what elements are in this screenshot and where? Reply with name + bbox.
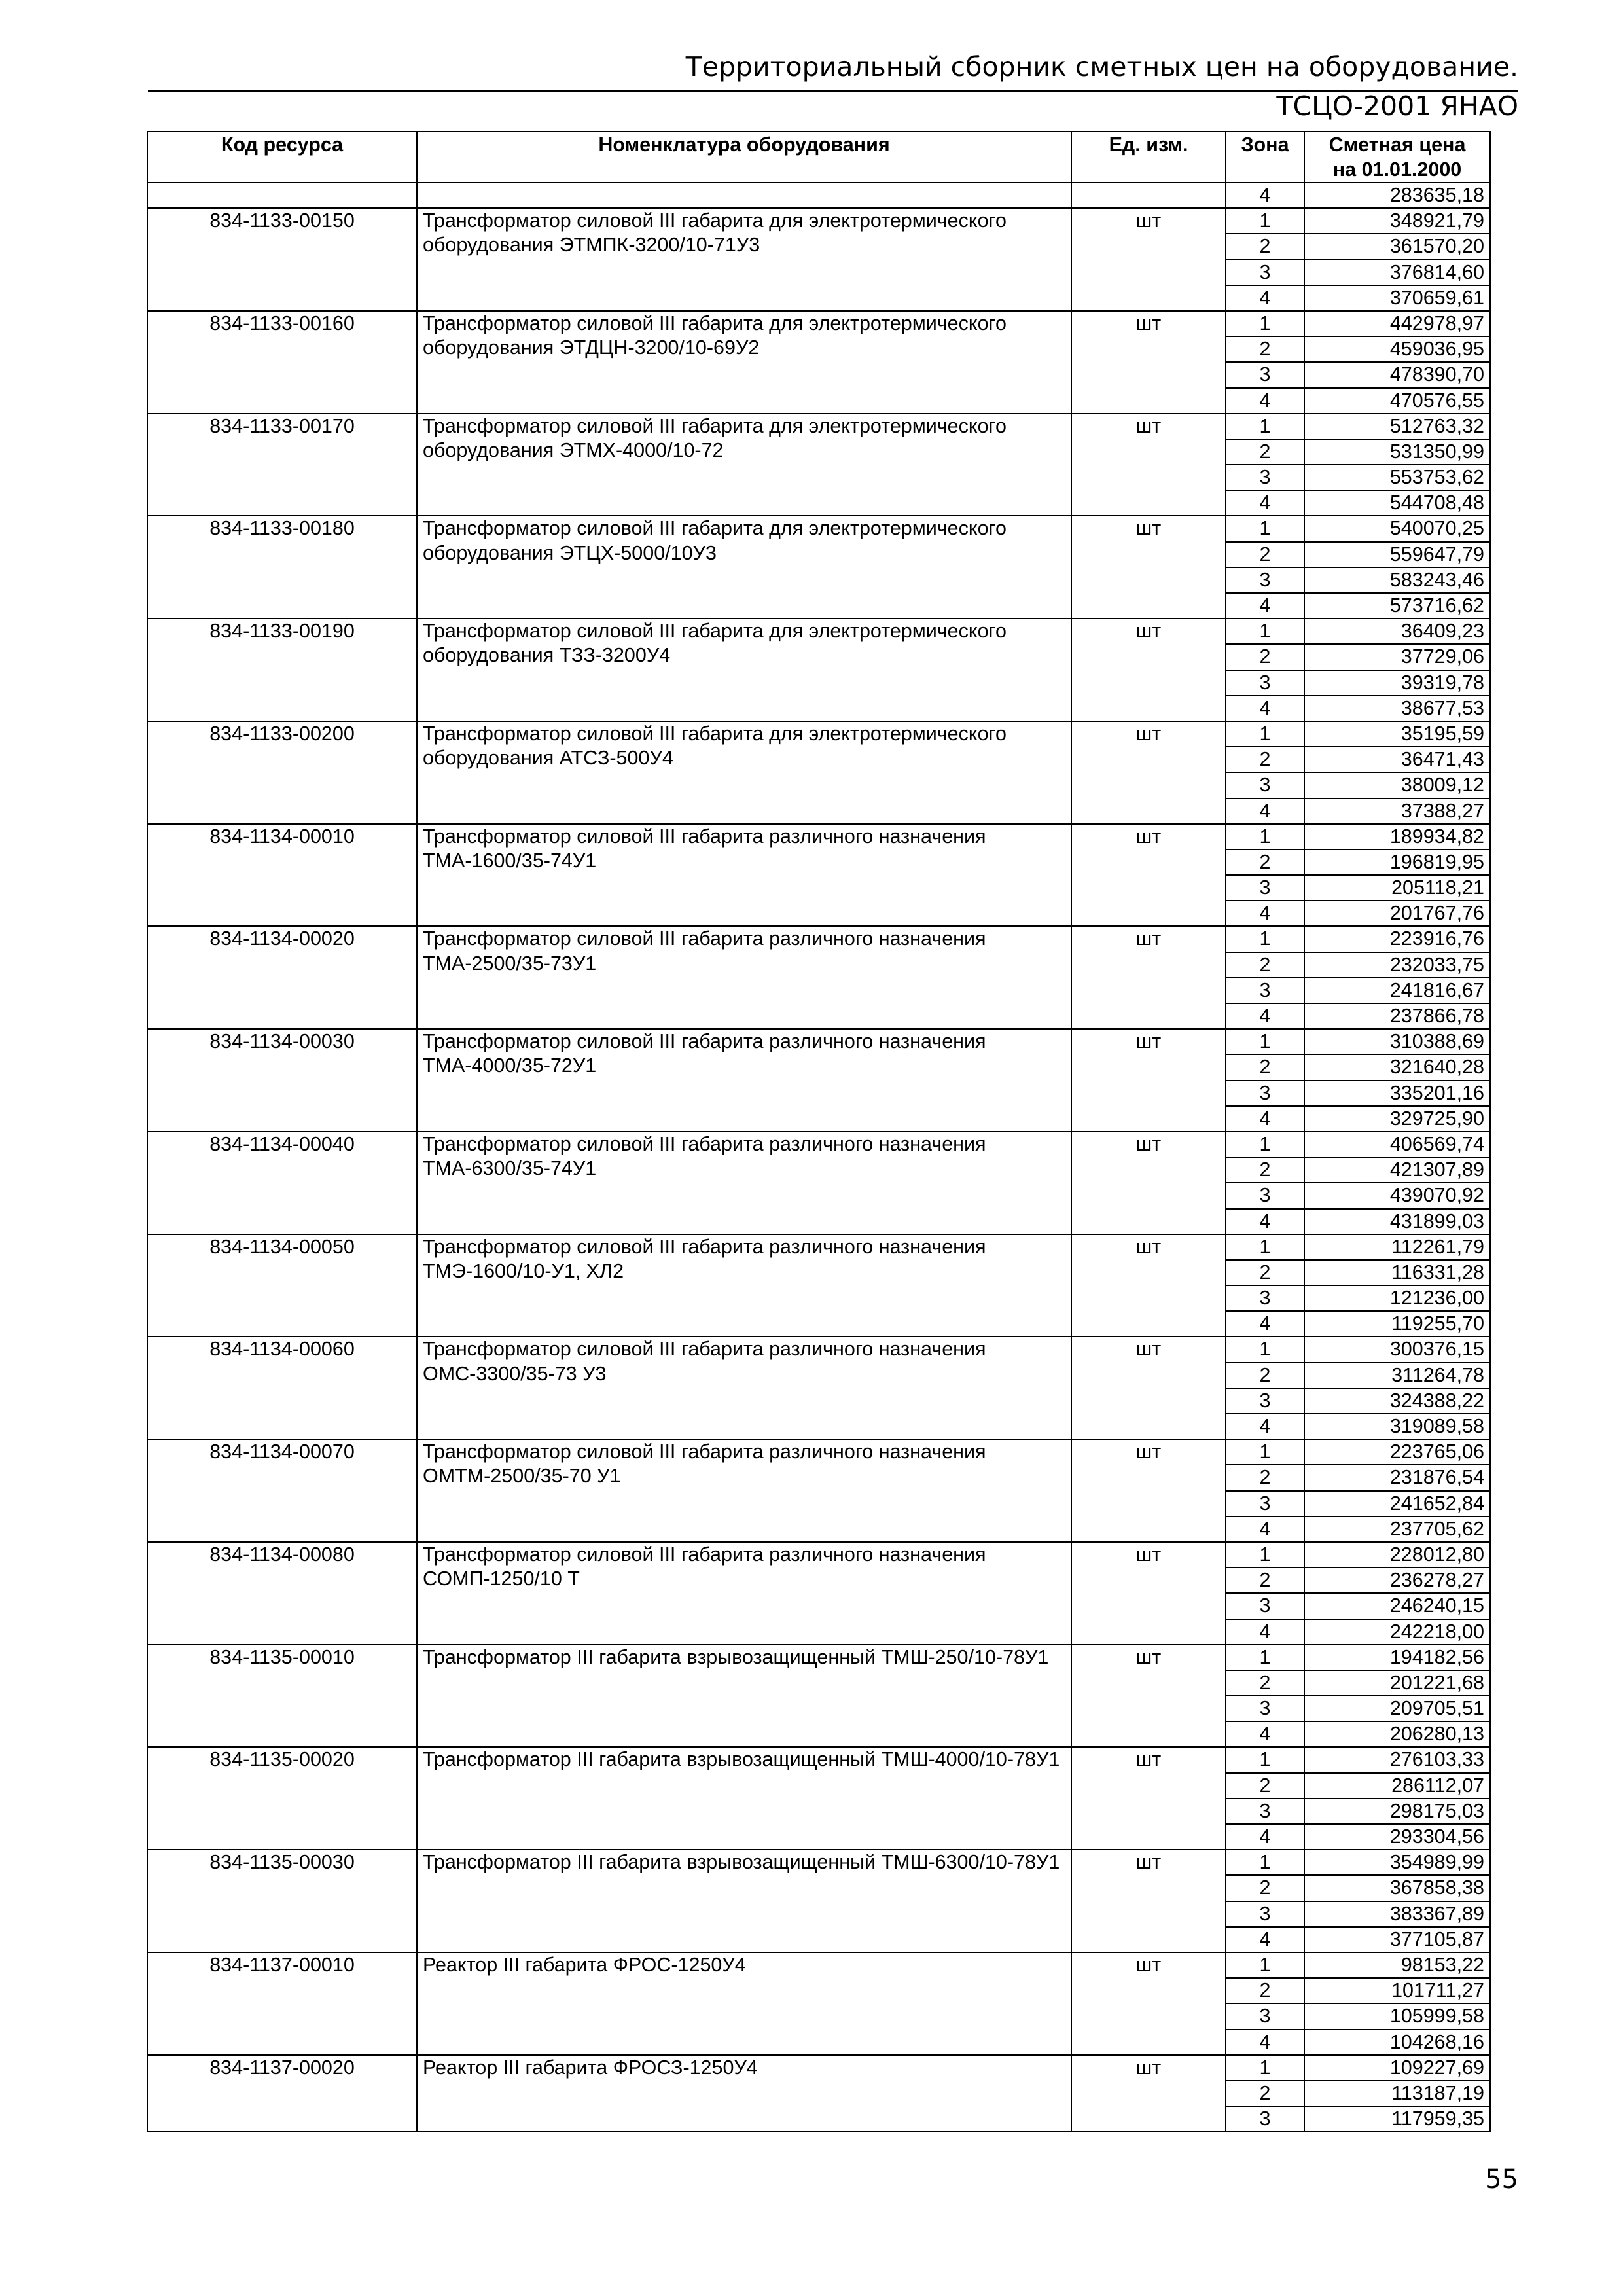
zone-cell: 1 xyxy=(1226,1645,1304,1670)
price-cell: 237866,78 xyxy=(1304,1003,1490,1029)
unit-cell: шт xyxy=(1071,1439,1226,1542)
price-cell: 104268,16 xyxy=(1304,2030,1490,2055)
table-row xyxy=(147,1542,1490,1568)
price-cell: 112261,79 xyxy=(1304,1234,1490,1260)
unit-cell: шт xyxy=(1071,516,1226,619)
table-row xyxy=(147,926,1490,952)
price-table xyxy=(147,131,1491,2132)
resource-code-cell: 834-1134-00040 xyxy=(147,1132,417,1234)
table-row xyxy=(147,1132,1490,1157)
price-cell: 38009,12 xyxy=(1304,772,1490,798)
column-header-code: Код ресурса xyxy=(147,132,417,183)
price-cell: 236278,27 xyxy=(1304,1568,1490,1593)
zone-cell: 3 xyxy=(1226,465,1304,490)
zone-cell: 4 xyxy=(1226,183,1304,208)
resource-code-cell: 834-1133-00190 xyxy=(147,619,417,721)
zone-cell: 3 xyxy=(1226,1593,1304,1619)
zone-cell: 1 xyxy=(1226,1132,1304,1157)
unit-cell: шт xyxy=(1071,414,1226,516)
carryover-code-cell xyxy=(147,183,417,208)
carryover-unit-cell xyxy=(1071,183,1226,208)
resource-code-cell: 834-1137-00020 xyxy=(147,2055,417,2132)
zone-cell: 2 xyxy=(1226,336,1304,362)
header-row xyxy=(147,132,1490,183)
price-cell: 370659,61 xyxy=(1304,285,1490,311)
equipment-name-cell: Трансформатор силовой III габарита для электротермического оборудования АТСЗ-500У4 xyxy=(417,721,1071,824)
price-cell: 98153,22 xyxy=(1304,1952,1490,1978)
price-cell: 310388,69 xyxy=(1304,1029,1490,1054)
equipment-name-cell: Трансформатор силовой III габарита для электротермического оборудования ЭТДЦН-3200/10-69У2 xyxy=(417,311,1071,414)
table-row xyxy=(147,1747,1490,1772)
price-cell: 559647,79 xyxy=(1304,542,1490,567)
unit-cell: шт xyxy=(1071,1234,1226,1337)
price-cell: 459036,95 xyxy=(1304,336,1490,362)
price-cell: 241652,84 xyxy=(1304,1491,1490,1516)
price-cell: 553753,62 xyxy=(1304,465,1490,490)
zone-cell: 2 xyxy=(1226,2081,1304,2106)
price-cell: 113187,19 xyxy=(1304,2081,1490,2106)
table-row xyxy=(147,1029,1490,1054)
equipment-name-cell: Трансформатор силовой III габарита различного назначения СОМП-1250/10 Т xyxy=(417,1542,1071,1645)
price-cell: 38677,53 xyxy=(1304,696,1490,721)
unit-cell: шт xyxy=(1071,1029,1226,1132)
resource-code-cell: 834-1134-00010 xyxy=(147,824,417,927)
price-cell: 119255,70 xyxy=(1304,1311,1490,1336)
zone-cell: 4 xyxy=(1226,1106,1304,1132)
unit-cell: шт xyxy=(1071,1336,1226,1439)
table-row xyxy=(147,1645,1490,1670)
price-cell: 246240,15 xyxy=(1304,1593,1490,1619)
price-cell: 406569,74 xyxy=(1304,1132,1490,1157)
resource-code-cell: 834-1133-00200 xyxy=(147,721,417,824)
equipment-name-cell: Трансформатор III габарита взрывозащищенный ТМШ-250/10-78У1 xyxy=(417,1645,1071,1748)
equipment-name-cell: Реактор III габарита ФРОСЗ-1250У4 xyxy=(417,2055,1071,2132)
price-cell: 283635,18 xyxy=(1304,183,1490,208)
zone-cell: 1 xyxy=(1226,208,1304,234)
price-cell: 196819,95 xyxy=(1304,850,1490,875)
zone-cell: 3 xyxy=(1226,1388,1304,1414)
zone-cell: 4 xyxy=(1226,285,1304,311)
price-cell: 540070,25 xyxy=(1304,516,1490,541)
zone-cell: 1 xyxy=(1226,1542,1304,1568)
zone-cell: 4 xyxy=(1226,1824,1304,1850)
price-cell: 354989,99 xyxy=(1304,1850,1490,1875)
price-cell: 194182,56 xyxy=(1304,1645,1490,1670)
zone-cell: 4 xyxy=(1226,1927,1304,1952)
price-cell: 300376,15 xyxy=(1304,1336,1490,1362)
zone-cell: 4 xyxy=(1226,388,1304,414)
table-row xyxy=(147,311,1490,336)
zone-cell: 2 xyxy=(1226,1054,1304,1080)
unit-cell: шт xyxy=(1071,2055,1226,2132)
page-number: 55 xyxy=(1485,2164,1518,2195)
resource-code-cell: 834-1133-00170 xyxy=(147,414,417,516)
resource-code-cell: 834-1135-00030 xyxy=(147,1850,417,1952)
zone-cell: 1 xyxy=(1226,1747,1304,1772)
zone-cell: 3 xyxy=(1226,362,1304,387)
resource-code-cell: 834-1134-00070 xyxy=(147,1439,417,1542)
zone-cell: 4 xyxy=(1226,901,1304,926)
price-cell: 319089,58 xyxy=(1304,1414,1490,1439)
zone-cell: 4 xyxy=(1226,593,1304,619)
zone-cell: 1 xyxy=(1226,1439,1304,1465)
zone-cell: 1 xyxy=(1226,1336,1304,1362)
resource-code-cell: 834-1133-00180 xyxy=(147,516,417,619)
price-cell: 241816,67 xyxy=(1304,978,1490,1003)
zone-cell: 2 xyxy=(1226,1363,1304,1388)
zone-cell: 2 xyxy=(1226,952,1304,978)
price-cell: 232033,75 xyxy=(1304,952,1490,978)
zone-cell: 1 xyxy=(1226,1029,1304,1054)
price-cell: 442978,97 xyxy=(1304,311,1490,336)
price-cell: 37388,27 xyxy=(1304,798,1490,824)
table-row xyxy=(147,1439,1490,1465)
unit-cell: шт xyxy=(1071,1542,1226,1645)
price-cell: 231876,54 xyxy=(1304,1465,1490,1490)
price-cell: 421307,89 xyxy=(1304,1157,1490,1183)
resource-code-cell: 834-1134-00030 xyxy=(147,1029,417,1132)
table-row xyxy=(147,619,1490,644)
zone-cell: 2 xyxy=(1226,1773,1304,1799)
zone-cell: 3 xyxy=(1226,875,1304,901)
unit-cell: шт xyxy=(1071,824,1226,927)
zone-cell: 4 xyxy=(1226,1003,1304,1029)
unit-cell: шт xyxy=(1071,208,1226,311)
price-cell: 512763,32 xyxy=(1304,414,1490,439)
price-cell: 109227,69 xyxy=(1304,2055,1490,2081)
zone-cell: 1 xyxy=(1226,619,1304,644)
equipment-name-cell: Трансформатор силовой III габарита для электротермического оборудования ТЗЗ-3200У4 xyxy=(417,619,1071,721)
zone-cell: 4 xyxy=(1226,1619,1304,1645)
unit-cell: шт xyxy=(1071,1952,1226,2055)
zone-cell: 2 xyxy=(1226,747,1304,772)
zone-cell: 1 xyxy=(1226,1850,1304,1875)
zone-cell: 1 xyxy=(1226,311,1304,336)
column-header-name: Номенклатура оборудования xyxy=(417,132,1071,183)
zone-cell: 2 xyxy=(1226,1157,1304,1183)
zone-cell: 2 xyxy=(1226,1260,1304,1285)
equipment-name-cell: Трансформатор силовой III габарита для электротермического оборудования ЭТЦХ-5000/10У3 xyxy=(417,516,1071,619)
zone-cell: 4 xyxy=(1226,2030,1304,2055)
unit-cell: шт xyxy=(1071,1132,1226,1234)
zone-cell: 3 xyxy=(1226,978,1304,1003)
price-cell: 35195,59 xyxy=(1304,721,1490,747)
column-header-zone: Зона xyxy=(1226,132,1304,183)
price-cell: 311264,78 xyxy=(1304,1363,1490,1388)
zone-cell: 3 xyxy=(1226,2106,1304,2132)
price-cell: 116331,28 xyxy=(1304,1260,1490,1285)
zone-cell: 3 xyxy=(1226,1285,1304,1311)
resource-code-cell: 834-1134-00080 xyxy=(147,1542,417,1645)
zone-cell: 1 xyxy=(1226,824,1304,850)
zone-cell: 2 xyxy=(1226,1670,1304,1696)
price-cell: 201221,68 xyxy=(1304,1670,1490,1696)
price-cell: 431899,03 xyxy=(1304,1209,1490,1234)
equipment-name-cell: Трансформатор силовой III габарита для электротермического оборудования ЭТМХ-4000/10-72 xyxy=(417,414,1071,516)
zone-cell: 3 xyxy=(1226,2003,1304,2029)
zone-cell: 4 xyxy=(1226,1721,1304,1747)
table-row xyxy=(147,1850,1490,1875)
zone-cell: 4 xyxy=(1226,1209,1304,1234)
zone-cell: 2 xyxy=(1226,1978,1304,2003)
table-row xyxy=(147,1234,1490,1260)
price-cell: 117959,35 xyxy=(1304,2106,1490,2132)
carryover-row xyxy=(147,183,1490,208)
title-rule xyxy=(148,90,1518,92)
price-cell: 377105,87 xyxy=(1304,1927,1490,1952)
unit-cell: шт xyxy=(1071,311,1226,414)
equipment-name-cell: Трансформатор силовой III габарита различного назначения ТМЭ-1600/10-У1, ХЛ2 xyxy=(417,1234,1071,1337)
zone-cell: 3 xyxy=(1226,1183,1304,1208)
price-cell: 36409,23 xyxy=(1304,619,1490,644)
column-header-price xyxy=(1304,132,1490,183)
price-cell: 376814,60 xyxy=(1304,260,1490,285)
zone-cell: 2 xyxy=(1226,1875,1304,1901)
price-cell: 37729,06 xyxy=(1304,644,1490,670)
equipment-name-cell: Реактор III габарита ФРОС-1250У4 xyxy=(417,1952,1071,2055)
equipment-name-cell: Трансформатор силовой III габарита различного назначения ТМА-6300/35-74У1 xyxy=(417,1132,1071,1234)
table-body xyxy=(147,183,1490,2132)
price-cell: 105999,58 xyxy=(1304,2003,1490,2029)
equipment-name-cell: Трансформатор силовой III габарита различного назначения ОМТМ-2500/35-70 У1 xyxy=(417,1439,1071,1542)
zone-cell: 1 xyxy=(1226,2055,1304,2081)
table-row xyxy=(147,1336,1490,1362)
page-title: Территориальный сборник сметных цен на оборудование. ТСЦО-2001 ЯНАО xyxy=(685,51,1518,122)
price-cell: 367858,38 xyxy=(1304,1875,1490,1901)
price-cell: 121236,00 xyxy=(1304,1285,1490,1311)
zone-cell: 4 xyxy=(1226,490,1304,516)
price-cell: 209705,51 xyxy=(1304,1696,1490,1721)
price-cell: 439070,92 xyxy=(1304,1183,1490,1208)
price-cell: 205118,21 xyxy=(1304,875,1490,901)
equipment-name-cell: Трансформатор силовой III габарита различного назначения ТМА-4000/35-72У1 xyxy=(417,1029,1071,1132)
price-cell: 39319,78 xyxy=(1304,670,1490,696)
resource-code-cell: 834-1135-00010 xyxy=(147,1645,417,1748)
resource-code-cell: 834-1135-00020 xyxy=(147,1747,417,1850)
unit-cell: шт xyxy=(1071,721,1226,824)
zone-cell: 4 xyxy=(1226,1516,1304,1542)
price-cell: 470576,55 xyxy=(1304,388,1490,414)
zone-cell: 4 xyxy=(1226,798,1304,824)
unit-cell: шт xyxy=(1071,1747,1226,1850)
price-cell: 293304,56 xyxy=(1304,1824,1490,1850)
column-header-unit: Ед. изм. xyxy=(1071,132,1226,183)
zone-cell: 2 xyxy=(1226,542,1304,567)
zone-cell: 1 xyxy=(1226,1952,1304,1978)
table-row xyxy=(147,516,1490,541)
price-cell: 361570,20 xyxy=(1304,234,1490,259)
zone-cell: 1 xyxy=(1226,721,1304,747)
price-cell: 478390,70 xyxy=(1304,362,1490,387)
table-row xyxy=(147,208,1490,234)
unit-cell: шт xyxy=(1071,1850,1226,1952)
price-cell: 223916,76 xyxy=(1304,926,1490,952)
table-row xyxy=(147,414,1490,439)
carryover-name-cell xyxy=(417,183,1071,208)
zone-cell: 2 xyxy=(1226,644,1304,670)
unit-cell: шт xyxy=(1071,619,1226,721)
resource-code-cell: 834-1134-00050 xyxy=(147,1234,417,1337)
equipment-name-cell: Трансформатор силовой III габарита различного назначения ОМС-3300/35-73 У3 xyxy=(417,1336,1071,1439)
zone-cell: 3 xyxy=(1226,1901,1304,1927)
price-cell: 36471,43 xyxy=(1304,747,1490,772)
zone-cell: 2 xyxy=(1226,439,1304,465)
equipment-name-cell: Трансформатор III габарита взрывозащищенный ТМШ-4000/10-78У1 xyxy=(417,1747,1071,1850)
zone-cell: 4 xyxy=(1226,696,1304,721)
price-cell: 189934,82 xyxy=(1304,824,1490,850)
price-cell: 286112,07 xyxy=(1304,1773,1490,1799)
table-row xyxy=(147,721,1490,747)
zone-cell: 3 xyxy=(1226,1696,1304,1721)
equipment-name-cell: Трансформатор силовой III габарита для электротермического оборудования ЭТМПК-3200/10-71У3 xyxy=(417,208,1071,311)
price-cell: 298175,03 xyxy=(1304,1799,1490,1824)
zone-cell: 3 xyxy=(1226,1491,1304,1516)
price-cell: 531350,99 xyxy=(1304,439,1490,465)
equipment-name-cell: Трансформатор силовой III габарита различного назначения ТМА-2500/35-73У1 xyxy=(417,926,1071,1029)
column-header-price-line2: на 01.01.2000 xyxy=(1332,158,1462,181)
table-row xyxy=(147,2055,1490,2081)
price-cell: 223765,06 xyxy=(1304,1439,1490,1465)
zone-cell: 1 xyxy=(1226,1234,1304,1260)
resource-code-cell: 834-1133-00160 xyxy=(147,311,417,414)
zone-cell: 1 xyxy=(1226,926,1304,952)
price-cell: 237705,62 xyxy=(1304,1516,1490,1542)
unit-cell: шт xyxy=(1071,926,1226,1029)
price-cell: 228012,80 xyxy=(1304,1542,1490,1568)
zone-cell: 1 xyxy=(1226,516,1304,541)
price-cell: 573716,62 xyxy=(1304,593,1490,619)
price-cell: 335201,16 xyxy=(1304,1081,1490,1106)
price-cell: 348921,79 xyxy=(1304,208,1490,234)
zone-cell: 3 xyxy=(1226,1799,1304,1824)
zone-cell: 3 xyxy=(1226,567,1304,593)
price-cell: 276103,33 xyxy=(1304,1747,1490,1772)
price-cell: 242218,00 xyxy=(1304,1619,1490,1645)
zone-cell: 1 xyxy=(1226,414,1304,439)
zone-cell: 4 xyxy=(1226,1311,1304,1336)
price-cell: 101711,27 xyxy=(1304,1978,1490,2003)
resource-code-cell: 834-1137-00010 xyxy=(147,1952,417,2055)
price-cell: 383367,89 xyxy=(1304,1901,1490,1927)
zone-cell: 2 xyxy=(1226,1465,1304,1490)
resource-code-cell: 834-1134-00060 xyxy=(147,1336,417,1439)
zone-cell: 3 xyxy=(1226,772,1304,798)
zone-cell: 4 xyxy=(1226,1414,1304,1439)
column-header-price-line1: Сметная цена xyxy=(1329,134,1466,156)
price-cell: 544708,48 xyxy=(1304,490,1490,516)
zone-cell: 2 xyxy=(1226,234,1304,259)
zone-cell: 3 xyxy=(1226,1081,1304,1106)
equipment-name-cell: Трансформатор III габарита взрывозащищенный ТМШ-6300/10-78У1 xyxy=(417,1850,1071,1952)
zone-cell: 2 xyxy=(1226,850,1304,875)
price-cell: 324388,22 xyxy=(1304,1388,1490,1414)
price-cell: 329725,90 xyxy=(1304,1106,1490,1132)
price-cell: 583243,46 xyxy=(1304,567,1490,593)
price-cell: 206280,13 xyxy=(1304,1721,1490,1747)
resource-code-cell: 834-1134-00020 xyxy=(147,926,417,1029)
equipment-name-cell: Трансформатор силовой III габарита различного назначения ТМА-1600/35-74У1 xyxy=(417,824,1071,927)
price-cell: 321640,28 xyxy=(1304,1054,1490,1080)
table-row xyxy=(147,1952,1490,1978)
table-row xyxy=(147,824,1490,850)
zone-cell: 3 xyxy=(1226,260,1304,285)
unit-cell: шт xyxy=(1071,1645,1226,1748)
zone-cell: 3 xyxy=(1226,670,1304,696)
price-cell: 201767,76 xyxy=(1304,901,1490,926)
resource-code-cell: 834-1133-00150 xyxy=(147,208,417,311)
zone-cell: 2 xyxy=(1226,1568,1304,1593)
